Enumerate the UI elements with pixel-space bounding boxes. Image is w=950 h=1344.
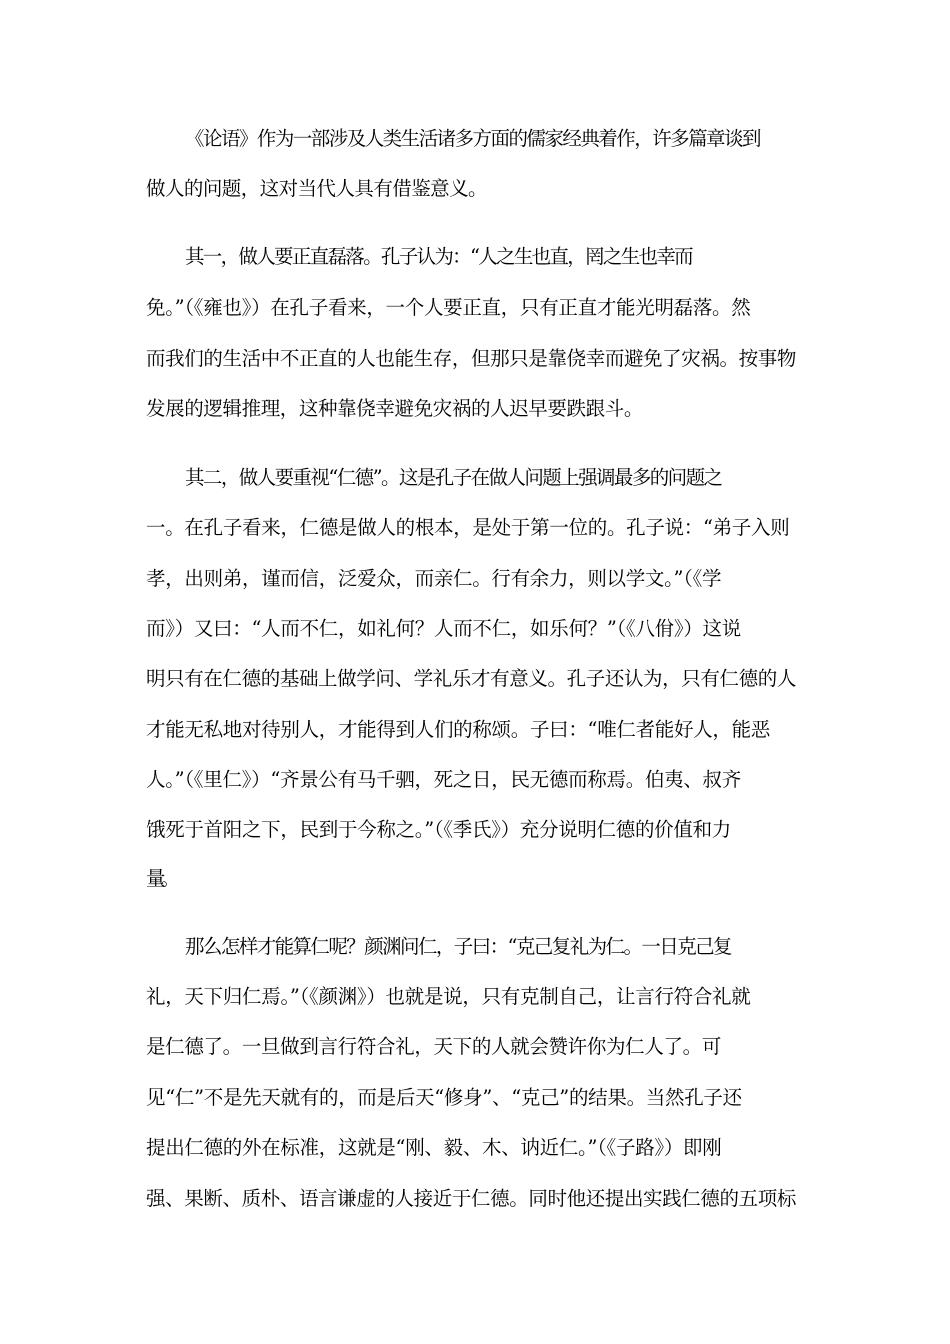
text-line: 是仁德了。一旦做到言行符合礼，天下的人就会赞许你为仁人了。可 bbox=[146, 1035, 722, 1058]
text-line: 做人的问题，这对当代人具有借鉴意义。 bbox=[146, 177, 488, 200]
text-line: 人。”（《里仁》）“齐景公有马千驷，死之日，民无德而称焉。伯夷、叔齐 bbox=[146, 768, 741, 791]
text-line: 一。在孔子看来，仁德是做人的根本，是处于第一位的。孔子说：“弟子入则 bbox=[146, 516, 790, 539]
text-line: 免。”（《雍也》）在孔子看来，一个人要正直，只有正直才能光明磊落。然 bbox=[146, 296, 751, 319]
text-line: 提出仁德的外在标准，这就是“刚、毅、木、讷近仁。”（《子路》）即刚 bbox=[146, 1136, 722, 1159]
text-line: 礼，天下归仁焉。”（《颜渊》）也就是说，只有克制自己，让言行符合礼就 bbox=[146, 985, 751, 1008]
text-line: 《论语》作为一部涉及人类生活诸多方面的儒家经典着作，许多篇章谈到 bbox=[185, 127, 761, 150]
text-line: 而我们的生活中不正直的人也能生存，但那只是靠侥幸而避免了灾祸。按事物 bbox=[146, 347, 797, 370]
text-line: 才能无私地对待别人，才能得到人们的称颂。子曰：“唯仁者能好人，能恶 bbox=[146, 718, 770, 741]
text-line: 而》）又曰：“人而不仁，如礼何？人而不仁，如乐何？”（《八佾》）这说 bbox=[146, 617, 741, 640]
text-line: 饿死于首阳之下，民到于今称之。”（《季氏》）充分说明仁德的价值和力 bbox=[146, 818, 731, 841]
text-line: 见“仁”不是先天就有的，而是后天“修身”、“克己”的结果。当然孔子还 bbox=[146, 1086, 742, 1109]
text-line: 发展的逻辑推理，这种靠侥幸避免灾祸的人迟早要跌跟斗。 bbox=[146, 397, 644, 420]
text-line: 其二，做人要重视“仁德”。这是孔子在做人问题上强调最多的问题之 bbox=[185, 466, 722, 489]
text-line: 那么怎样才能算仁呢？颜渊问仁，子曰：“克己复礼为仁。一日克己复 bbox=[185, 935, 731, 958]
text-line: 明只有在仁德的基础上做学问、学礼乐才有意义。孔子还认为，只有仁德的人 bbox=[146, 667, 797, 690]
text-line: 量。 bbox=[146, 867, 176, 890]
text-line: 孝，出则弟，谨而信，泛爱众，而亲仁。行有余力，则以学文。”（《学 bbox=[146, 567, 722, 590]
text-line: 强、果断、质朴、语言谦虚的人接近于仁德。同时他还提出实践仁德的五项标 bbox=[146, 1187, 797, 1210]
text-line: 其一，做人要正直磊落。孔子认为：“人之生也直，罔之生也幸而 bbox=[185, 245, 692, 268]
